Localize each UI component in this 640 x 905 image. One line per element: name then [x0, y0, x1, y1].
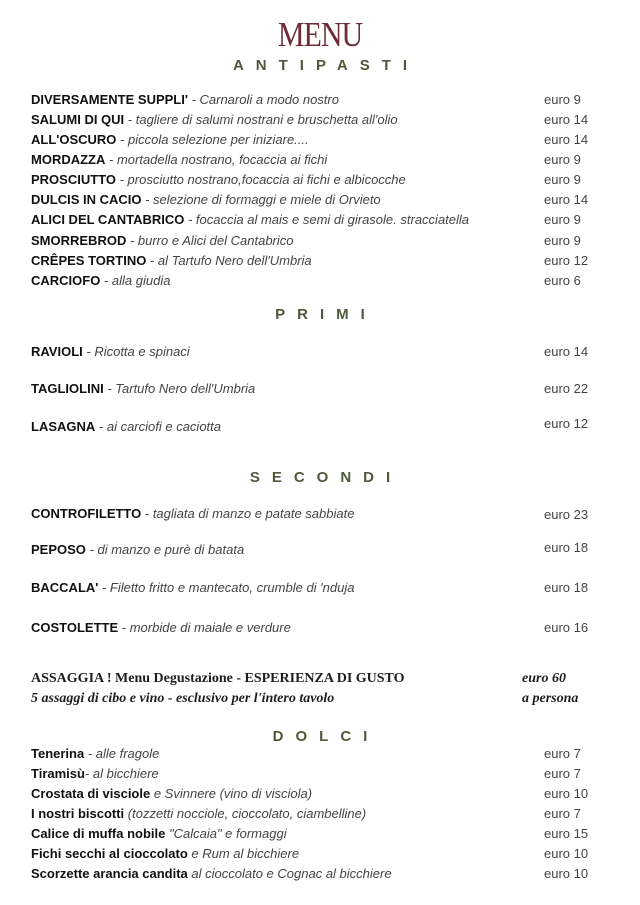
item-desc: - focaccia al mais e semi di girasole. stracciatella	[184, 212, 470, 227]
menu-item	[31, 846, 591, 864]
item-name: CRÊPES TORTINO	[31, 253, 147, 268]
item-name: COSTOLETTE	[31, 620, 119, 635]
item-price: euro 10	[544, 786, 589, 801]
item-name: PROSCIUTTO	[31, 172, 116, 187]
item-price: euro 9	[544, 212, 581, 227]
menu-item	[31, 580, 591, 598]
antipasti-heading: ANTIPASTI	[232, 57, 420, 74]
item-desc: - ai carciofi e caciotta	[95, 419, 221, 434]
item-price: euro 7	[544, 746, 581, 761]
item-desc: - Tartufo Nero dell'Umbria	[103, 381, 256, 396]
item-desc: - burro e Alici del Cantabrico	[126, 233, 294, 248]
item-name: PEPOSO	[31, 542, 86, 557]
item-price: euro 9	[544, 92, 581, 107]
menu-item	[31, 746, 591, 764]
item-desc: e Svinnere (vino di visciola)	[150, 786, 313, 801]
menu-item	[31, 273, 591, 291]
menu-item	[31, 542, 591, 560]
item-desc: - alla giudia	[100, 273, 171, 288]
menu-item	[31, 192, 591, 210]
item-desc: - mortadella nostrano, focaccia ai fichi	[105, 152, 328, 167]
item-desc: - tagliata di manzo e patate sabbiate	[141, 506, 355, 521]
item-name: Crostata di visciole	[31, 786, 151, 801]
menu-item	[31, 766, 591, 784]
degustazione-price: euro 60	[522, 671, 566, 686]
menu-item	[31, 92, 591, 110]
item-name: Scorzette arancia candita	[31, 866, 188, 881]
item-desc: (tozzetti nocciole, cioccolato, ciambelline)	[124, 806, 367, 821]
item-name: SMORREBROD	[31, 233, 127, 248]
item-price: euro 6	[544, 273, 581, 288]
item-desc: - morbide di maiale e verdure	[118, 620, 291, 635]
menu-item	[31, 620, 591, 638]
item-name: Tiramisù	[31, 766, 85, 781]
item-desc: - piccola selezione per iniziare....	[116, 132, 309, 147]
item-name: I nostri biscotti	[31, 806, 125, 821]
item-desc: - tagliere di salumi nostrani e bruschetta all'olio	[124, 112, 398, 127]
menu-item	[31, 253, 591, 271]
menu-item	[31, 786, 591, 804]
item-name: DULCIS IN CACIO	[31, 192, 142, 207]
item-price: euro 10	[544, 866, 589, 881]
degustazione-per-person: a persona	[522, 691, 579, 706]
item-name: BACCALA'	[31, 580, 99, 595]
menu-item	[31, 112, 591, 130]
item-name: TAGLIOLINI	[31, 381, 104, 396]
secondi-heading: SECONDI	[249, 469, 403, 486]
menu-item	[31, 344, 591, 362]
item-desc: e Rum al bicchiere	[187, 846, 300, 861]
item-desc: "Calcaia" e formaggi	[165, 826, 287, 841]
menu-item	[31, 233, 591, 251]
item-name: ALICI DEL CANTABRICO	[31, 212, 185, 227]
menu-item	[31, 212, 591, 230]
menu-item	[31, 172, 591, 190]
item-price: euro 12	[544, 253, 589, 268]
item-price: euro 14	[544, 344, 589, 359]
item-desc: - alle fragole	[84, 746, 160, 761]
menu-item	[31, 132, 591, 150]
item-name: MORDAZZA	[31, 152, 106, 167]
degustazione-title: ASSAGGIA ! Menu Degustazione - ESPERIENZA DI GUSTO	[31, 671, 405, 686]
item-name: DIVERSAMENTE SUPPLI'	[31, 92, 188, 107]
item-name: Tenerina	[31, 746, 85, 761]
item-desc: - Carnaroli a modo nostro	[187, 92, 339, 107]
dolci-heading: DOLCI	[272, 728, 380, 745]
item-price: euro 16	[544, 620, 589, 635]
item-price: euro 7	[544, 766, 581, 781]
item-price: euro 9	[544, 172, 581, 187]
item-name: LASAGNA	[31, 419, 96, 434]
item-price: euro 18	[544, 580, 589, 595]
degustazione-line	[31, 671, 611, 687]
item-desc: - Filetto fritto e mantecato, crumble di 'nduja	[98, 580, 355, 595]
menu-title: MENU	[277, 16, 363, 54]
item-price: euro 14	[544, 192, 589, 207]
item-name: SALUMI DI QUI	[31, 112, 125, 127]
menu-item	[31, 866, 591, 884]
primi-heading: PRIMI	[275, 306, 377, 323]
item-price: euro 12	[544, 416, 589, 431]
item-desc: - selezione di formaggi e miele di Orvieto	[141, 192, 381, 207]
menu-item	[31, 152, 591, 170]
menu-item	[31, 381, 591, 399]
menu-item	[31, 806, 591, 824]
item-desc: - al bicchiere	[84, 766, 159, 781]
item-name: Fichi secchi al cioccolato	[31, 846, 188, 861]
item-price: euro 22	[544, 381, 589, 396]
item-desc: - Ricotta e spinaci	[82, 344, 190, 359]
item-price: euro 18	[544, 540, 589, 555]
menu-item	[31, 826, 591, 844]
item-price: euro 15	[544, 826, 589, 841]
item-desc: - prosciutto nostrano,focaccia ai fichi e albicocche	[116, 172, 406, 187]
item-price: euro 14	[544, 132, 589, 147]
menu-item	[31, 416, 591, 437]
item-price: euro 9	[544, 152, 581, 167]
item-name: Calice di muffa nobile	[31, 826, 166, 841]
item-name: CONTROFILETTO	[31, 506, 142, 521]
item-name: RAVIOLI	[31, 344, 83, 359]
item-price: euro 23	[544, 507, 589, 522]
item-name: ALL'OSCURO	[31, 132, 117, 147]
item-desc: - al Tartufo Nero dell'Umbria	[146, 253, 312, 268]
item-price: euro 14	[544, 112, 589, 127]
item-price: euro 9	[544, 233, 581, 248]
degustazione-detail: 5 assaggi di cibo e vino - esclusivo per l'intero tavolo	[31, 691, 335, 706]
item-price: euro 10	[544, 846, 589, 861]
degustazione-detail-line	[31, 691, 611, 707]
item-desc: - di manzo e purè di batata	[85, 542, 245, 557]
item-price: euro 7	[544, 806, 581, 821]
menu-item	[31, 506, 591, 524]
item-desc: al cioccolato e Cognac al bicchiere	[187, 866, 392, 881]
item-name: CARCIOFO	[31, 273, 101, 288]
